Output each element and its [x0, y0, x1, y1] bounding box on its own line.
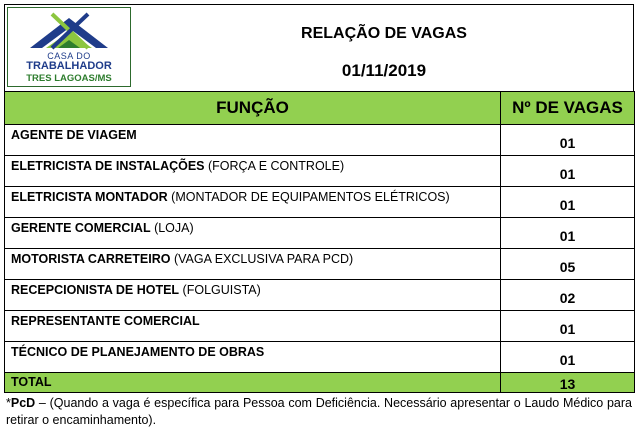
vacancy-count: 01 — [501, 218, 635, 249]
table-row — [5, 156, 635, 187]
job-cell — [5, 311, 501, 342]
vacancy-count: 01 — [501, 311, 635, 342]
house-roof-icon — [8, 8, 130, 52]
footnote-text: – (Quando a vaga é específica para Pessoa com Deficiência. Necessário apresentar o Laudo Médico para retirar o encaminhamento). — [6, 396, 632, 427]
table-header-row — [5, 92, 635, 125]
job-detail: (FORÇA E CONTROLE) — [204, 159, 345, 173]
job-title: AGENTE DE VIAGEM — [11, 128, 137, 142]
job-title: ELETRICISTA DE INSTALAÇÕES — [11, 159, 205, 173]
casa-do-trabalhador-logo — [7, 7, 131, 87]
table-row — [5, 125, 635, 156]
page-title: RELAÇÃO DE VAGAS — [301, 25, 467, 42]
vacancy-table — [4, 91, 635, 393]
job-cell — [5, 156, 501, 187]
logo-text-trabalhador: TRABALHADOR — [26, 60, 112, 72]
total-label: TOTAL — [5, 373, 501, 393]
table-row — [5, 249, 635, 280]
job-detail: (LOJA) — [150, 221, 194, 235]
job-title: RECEPCIONISTA DE HOTEL — [11, 283, 180, 297]
footnote-term: PcD — [10, 396, 36, 410]
job-cell — [5, 342, 501, 373]
table-row — [5, 187, 635, 218]
vacancy-count: 02 — [501, 280, 635, 311]
job-cell — [5, 280, 501, 311]
table-row — [5, 342, 635, 373]
vacancy-count: 01 — [501, 187, 635, 218]
total-count: 13 — [501, 373, 635, 393]
vacancy-count: 01 — [501, 125, 635, 156]
total-row — [5, 373, 635, 393]
job-detail: (VAGA EXCLUSIVA PARA PCD) — [170, 252, 354, 266]
job-cell — [5, 218, 501, 249]
job-cell — [5, 249, 501, 280]
footnote-asterisk: * — [6, 396, 11, 410]
logo-text-city: TRES LAGOAS/MS — [26, 73, 112, 84]
column-header-function: FUNÇÃO — [5, 92, 501, 125]
vacancy-sheet — [4, 4, 634, 429]
table-row — [5, 280, 635, 311]
page-date: 01/11/2019 — [341, 61, 427, 80]
vacancy-count: 01 — [501, 156, 635, 187]
table-row — [5, 218, 635, 249]
pcd-footnote — [4, 393, 634, 429]
job-title: MOTORISTA CARRETEIRO — [11, 252, 171, 266]
job-detail: (MONTADOR DE EQUIPAMENTOS ELÉTRICOS) — [167, 190, 450, 204]
job-title: REPRESENTANTE COMERCIAL — [11, 314, 200, 328]
vacancy-count: 05 — [501, 249, 635, 280]
logo-text-casa-do: CASA DO — [47, 51, 91, 61]
job-title: GERENTE COMERCIAL — [11, 221, 151, 235]
job-cell — [5, 187, 501, 218]
sheet-header — [4, 4, 634, 91]
job-cell — [5, 125, 501, 156]
job-title: TÉCNICO DE PLANEJAMENTO DE OBRAS — [11, 345, 265, 359]
job-detail: (FOLGUISTA) — [179, 283, 261, 297]
table-row — [5, 311, 635, 342]
vacancy-count: 01 — [501, 342, 635, 373]
job-title: ELETRICISTA MONTADOR — [11, 190, 168, 204]
column-header-vacancies: Nº DE VAGAS — [501, 92, 635, 125]
